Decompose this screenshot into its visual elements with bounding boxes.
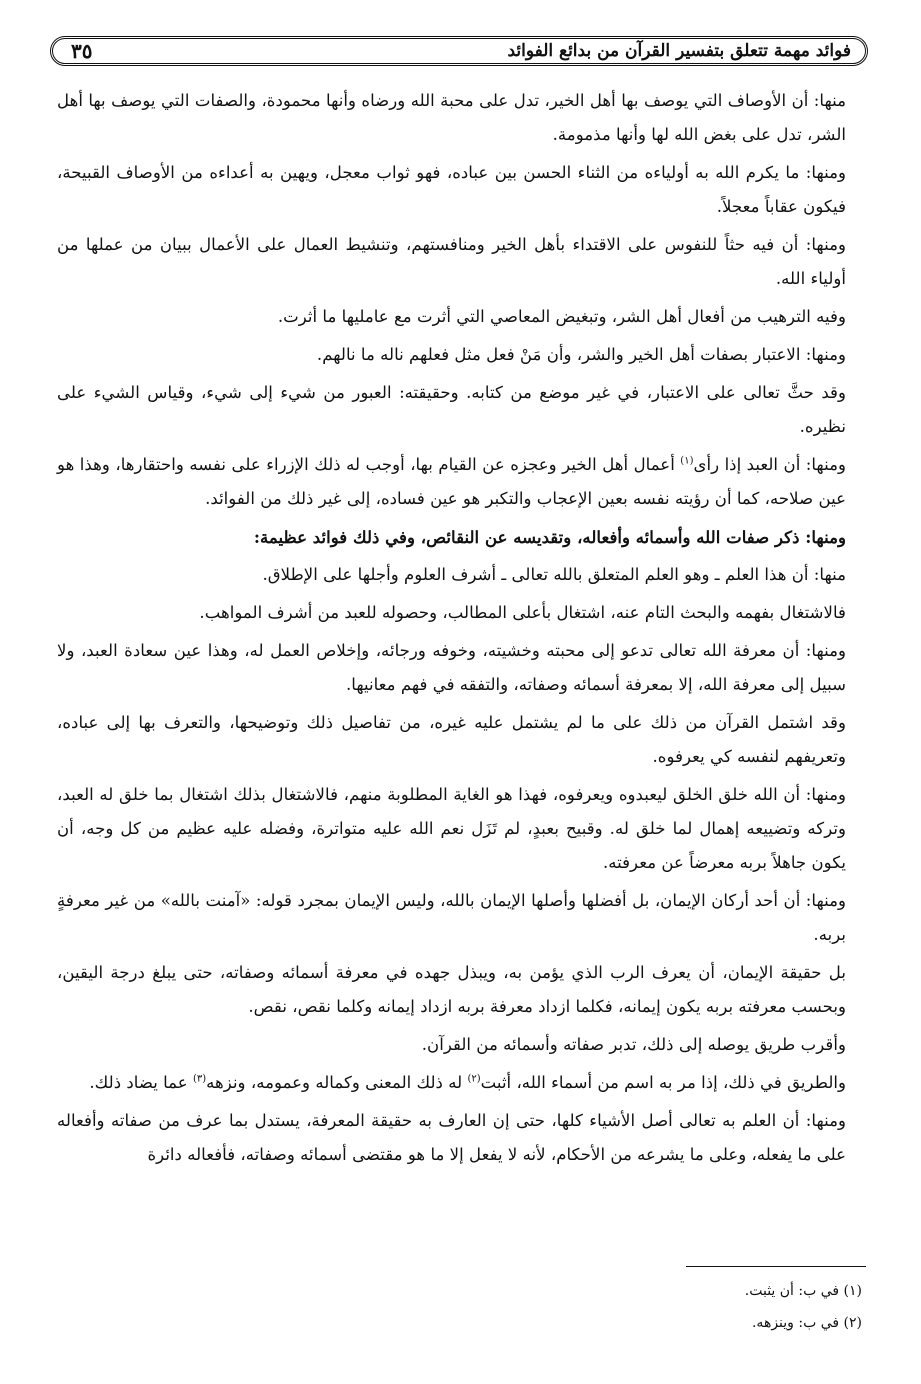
paragraph-text: له ذلك المعنى وكماله وعمومه، ونزهه	[206, 1073, 463, 1092]
paragraph: وقد حثَّ تعالى على الاعتبار، في غير موضع من كتابه. وحقيقته: العبور من شيء إلى شيء، وقياس الشيء على نظيره.	[57, 383, 846, 436]
paragraph: فالاشتغال بفهمه والبحث التام عنه، اشتغال بأعلى المطالب، وحصوله للعبد من أشرف المواهب.	[199, 603, 846, 622]
footnote-2: (٢) في ب: وينزهه.	[751, 1315, 862, 1331]
paragraph: ومنها: أن معرفة الله تعالى تدعو إلى محبته وخشيته، وخوفه ورجائه، وإخلاص العمل له، وهذا عين سعادة العبد، ولا سبيل إلى معرفة الله، إلا بمعرفة أسمائه وصفاته، والتفقه في فهم معانيها.	[57, 641, 846, 694]
running-header	[50, 36, 868, 66]
paragraph: ومنها: ما يكرم الله به أولياءه من الثناء الحسن بين عباده، فهو ثواب معجل، ويهين به أعداءه من الأوصاف القبيحة، فيكون عقاباً معجلاً.	[57, 163, 846, 216]
footnote-divider	[686, 1266, 866, 1267]
paragraph: ومنها: أن الله خلق الخلق ليعبدوه ويعرفوه، فهذا هو الغاية المطلوبة منهم، فالاشتغال بذلك اشتغال بما خلق له العبد، وتركه وتضييعه إهمال لما خلق له. وقبيح بعبدٍ، لم تَزَل نعم الله عليه متواترة، وفضله عليه عظيم من كل وجه، أن يكون جاهلاً بربه معرضاً عن معرفته.	[57, 785, 846, 872]
paragraph: ومنها: أن العلم به تعالى أصل الأشياء كلها، حتى إن العارف به حقيقة المعرفة، يستدل بما عرف من صفاته وأفعاله على ما يفعله، وعلى ما يشرعه من الأحكام، لأنه لا يفعل إلا ما هو مقتضى أسمائه وصفاته، فأفعاله دائرة	[57, 1111, 846, 1164]
paragraph-text: والطريق في ذلك، إذا مر به اسم من أسماء الله، أثبت	[480, 1073, 846, 1092]
paragraph-text: أعمال أهل الخير وعجزه عن القيام بها، أوجب له ذلك الإزراء على نفسه واحتقارها، وهذا هو عين صلاحه، كما أن رؤيته نفسه بعين الإعجاب والتكبر هو عين فساده، إلى غير ذلك من الفوائد.	[57, 455, 846, 508]
paragraph: ومنها: الاعتبار بصفات أهل الخير والشر، وأن مَنْ فعل مثل فعلهم ناله ما نالهم.	[316, 345, 846, 364]
paragraph: وأقرب طريق يوصله إلى ذلك، تدبر صفاته وأسمائه من القرآن.	[421, 1035, 846, 1054]
paragraph: وقد اشتمل القرآن من ذلك على ما لم يشتمل عليه غيره، من تفاصيل ذلك وتوضيحها، والتعرف بها إلى عباده، وتعريفهم لنفسه كي يعرفوه.	[57, 713, 846, 766]
footnote-ref-2[interactable]: (٢)	[467, 1073, 481, 1085]
paragraph	[57, 448, 866, 516]
paragraph: منها: أن هذا العلم ـ وهو العلم المتعلق بالله تعالى ـ أشرف العلوم وأجلها على الإطلاق.	[262, 565, 846, 584]
footnote-ref-1[interactable]: (١)	[680, 455, 694, 467]
footnote-1: (١) في ب: أن يثبت.	[744, 1283, 862, 1299]
running-title: فوائد مهمة تتعلق بتفسير القرآن من بدائع الفوائد	[507, 41, 851, 61]
footnote-ref-3[interactable]: (٣)	[192, 1073, 207, 1085]
footnotes	[57, 1266, 866, 1339]
paragraph-text: عما يضاد ذلك.	[89, 1073, 188, 1092]
paragraph: بل حقيقة الإيمان، أن يعرف الرب الذي يؤمن به، ويبذل جهده في معرفة أسمائه وصفاته، حتى يبلغ درجة اليقين، وبحسب معرفته بربه يكون إيمانه، فكلما ازداد معرفة بربه ازداد إيمانه وكلما نقص، نقص.	[57, 963, 846, 1016]
section-heading-paragraph: ومنها: ذكر صفات الله وأسمائه وأفعاله، وتقديسه عن النقائص، وفي ذلك فوائد عظيمة:	[253, 527, 846, 547]
paragraph: منها: أن الأوصاف التي يوصف بها أهل الخير، تدل على محبة الله ورضاه وأنها محمودة، والصفات التي يوصف بها أهل الشر، تدل على بغض الله لها وأنها مذمومة.	[57, 91, 846, 144]
paragraph-text: ومنها: أن العبد إذا رأى	[693, 455, 846, 474]
paragraph: ومنها: أن أحد أركان الإيمان، بل أفضلها وأصلها الإيمان بالله، وليس الإيمان بمجرد قوله: «آمنت بالله» من غير معرفةٍ بربه.	[57, 891, 846, 944]
main-text	[57, 84, 866, 1176]
paragraph: ومنها: أن فيه حثاً للنفوس على الاقتداء بأهل الخير ومنافستهم، وتنشيط العمال على الأعمال ببيان من عملها من أولياء الله.	[57, 235, 846, 288]
page-number: ٣٥	[71, 39, 93, 63]
paragraph: وفيه الترهيب من أفعال أهل الشر، وتبغيض المعاصي التي أثرت مع عامليها ما أثرت.	[277, 307, 846, 326]
paragraph	[57, 1066, 866, 1100]
